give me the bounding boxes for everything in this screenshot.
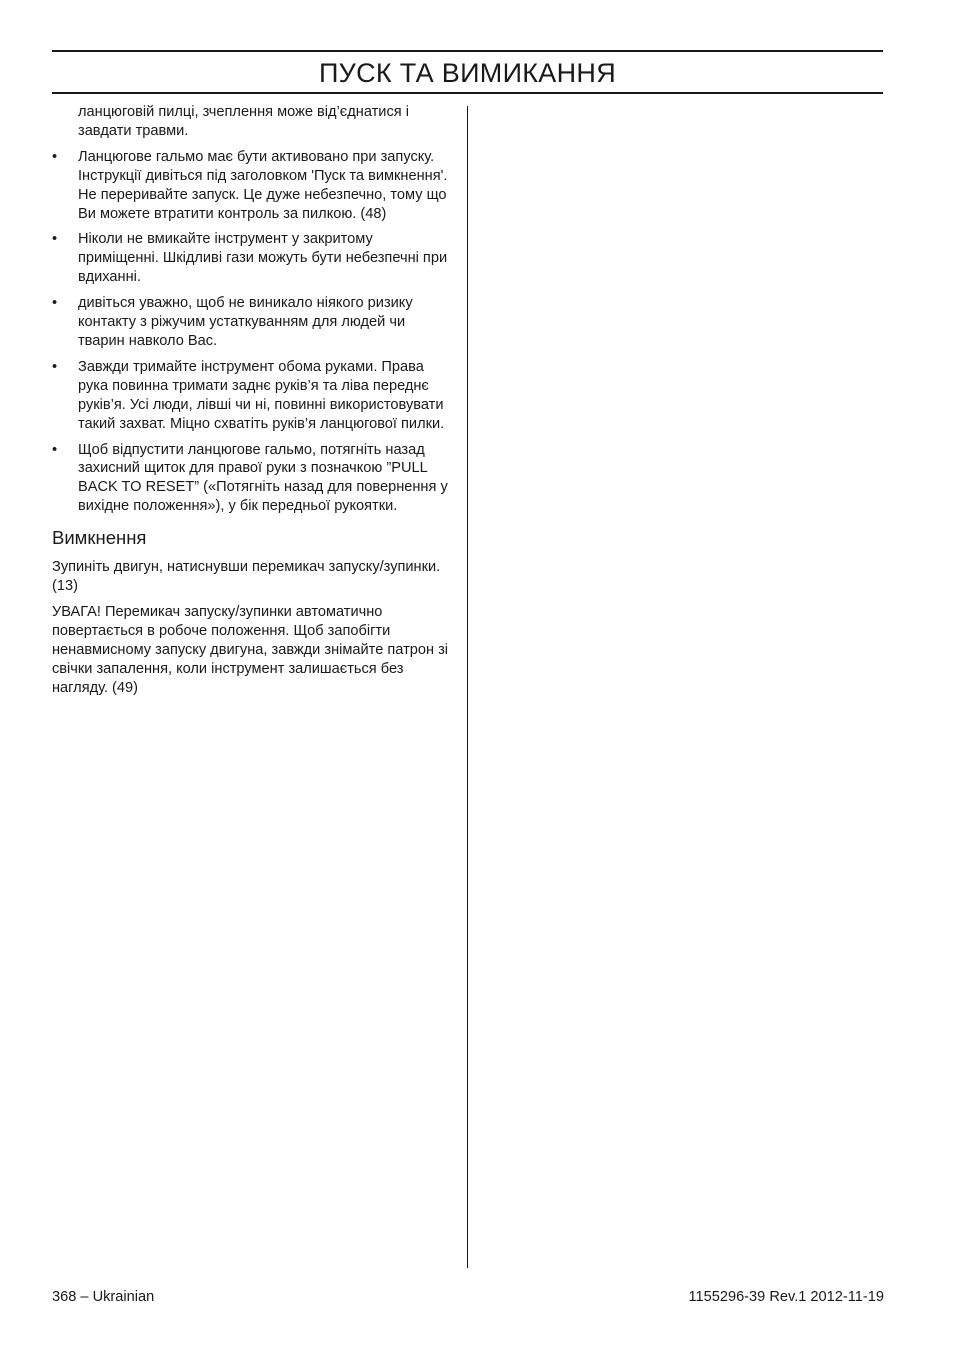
- bullet-item: [52, 148, 452, 224]
- left-column: [52, 103, 452, 704]
- section-heading: Вимкнення: [52, 527, 147, 549]
- page-header: [52, 50, 883, 94]
- warning-paragraph: УВАГА! Перемикач запуску/зупинки автоматично повертається в робоче положення. Щоб запобігти ненавмисному запуску двигуна, завжди знімайте патрон зі свічки запалення, коли інструмент залишається без нагляду. (49): [52, 603, 449, 696]
- bullet-glyph: •: [52, 441, 58, 458]
- bullet-text: Щоб відпустити ланцюгове гальмо, потягніть назад захисний щиток для правої руки з позначкою ”PULL BACK TO RESET” («Потягніть назад для повернення у вихідне положення»), у бік передньої рукоятки.: [78, 441, 448, 515]
- bullet-item: [52, 358, 452, 434]
- bullet-glyph: •: [52, 148, 58, 165]
- bullet-item: [52, 230, 452, 287]
- footer-doc-ref: 1155296-39 Rev.1 2012-11-19: [688, 1289, 884, 1305]
- page-title: ПУСК ТА ВИМИКАННЯ: [318, 58, 617, 88]
- bullet-text: Ніколи не вмикайте інструмент у закритому приміщенні. Шкідливі гази можуть бути небезпечні при вдиханні.: [78, 231, 448, 286]
- footer-page-label: 368 – Ukrainian: [52, 1289, 155, 1305]
- bullet-glyph: •: [52, 358, 58, 375]
- bullet-item: [52, 441, 452, 517]
- bullet-glyph: •: [52, 295, 58, 312]
- bullet-item: [52, 294, 452, 351]
- bullet-text: Ланцюгове гальмо має бути активовано при запуску. Інструкції дивіться під заголовком 'Пуск та вимкнення'. Не переривайте запуск. Це дуже небезпечно, тому що Ви можете втратити контроль за пилкою. (48): [78, 148, 448, 222]
- paragraph: Зупиніть двигун, натиснувши перемикач запуску/зупинки. (13): [52, 559, 441, 595]
- bullet-glyph: •: [52, 231, 58, 248]
- bullet-text: Завжди тримайте інструмент обома руками. Права рука повинна тримати заднє руків’я та ліва переднє руків’я. Усі люди, лівші чи ні, повинні використовувати такий захват. Міцно схватіть руків’я ланцюгової пилки.: [78, 358, 445, 432]
- bullet-text: дивіться уважно, щоб не виникало ніякого ризику контакту з ріжучим устаткуванням для людей чи тварин навколо Вас.: [78, 295, 413, 349]
- column-divider: [467, 106, 468, 1268]
- continuation-text: ланцюговій пилці, зчеплення може від’єднатися і завдати травми.: [78, 104, 409, 139]
